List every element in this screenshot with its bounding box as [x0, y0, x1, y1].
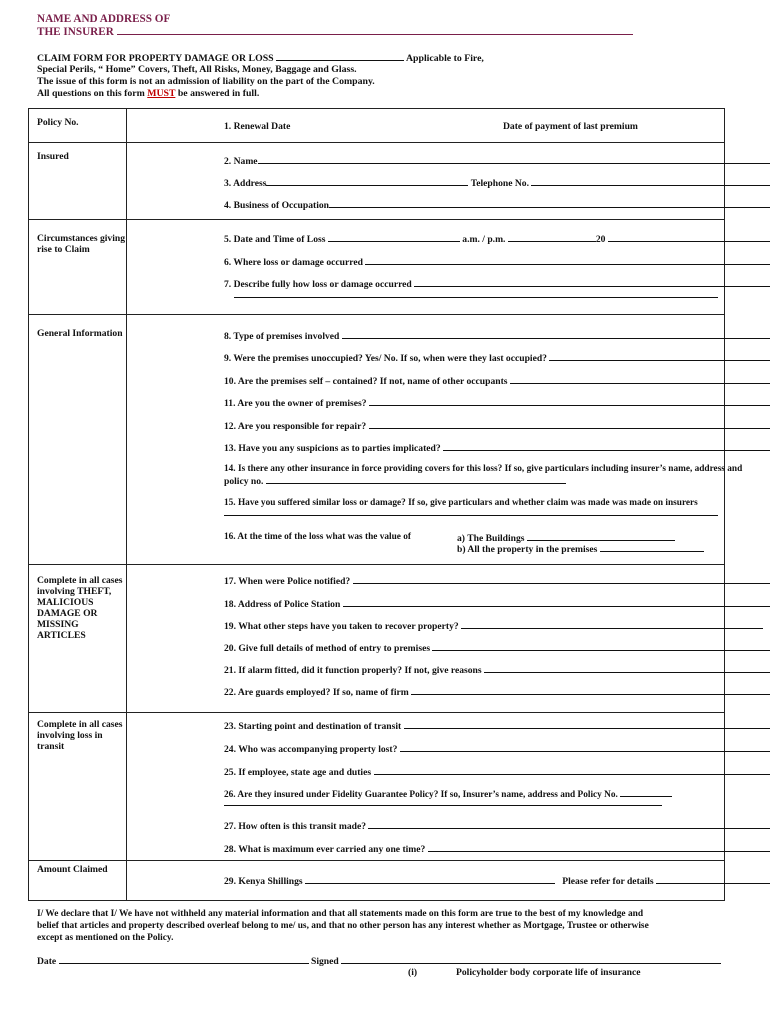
signature-note: Policyholder body corporate life of insurance: [456, 967, 641, 978]
insurer-title-line2: [37, 26, 633, 38]
insurer-name-field[interactable]: [117, 26, 633, 35]
q3-address: [224, 177, 770, 189]
q7-description: [224, 278, 770, 290]
q13-suspicions: [224, 442, 770, 454]
q26-label: 26. Are they insured under Fidelity Guarantee Policy? If so, Insurer’s name, address and Policy No.: [224, 790, 618, 800]
intro-line4-end: be answered in full.: [177, 88, 260, 99]
q10-self-contained: [224, 375, 770, 387]
q28-maximum-carried: [224, 843, 770, 855]
q5-label: 5. Date and Time of Loss: [224, 234, 326, 245]
buildings-value-field[interactable]: [527, 532, 675, 541]
loss-description-field[interactable]: [414, 278, 770, 287]
theft-row-body: [127, 565, 725, 713]
date-field[interactable]: [59, 955, 309, 964]
amount-claimed-label: Amount Claimed: [29, 861, 127, 901]
q20-method-entry: [224, 642, 770, 654]
refer-details-label: Please refer for details: [562, 876, 654, 887]
renewal-date-label: 1. Renewal Date: [224, 121, 291, 132]
q10-label: 10. Are the premises self – contained? If not, name of other occupants: [224, 376, 508, 387]
q23-transit-route: [224, 720, 770, 732]
transit-row-body: [127, 713, 725, 861]
employee-duties-field[interactable]: [374, 766, 770, 775]
q20-label: 20. Give full details of method of entry to premises: [224, 643, 431, 654]
date-label: Date: [37, 956, 57, 967]
accompanying-field[interactable]: [400, 743, 770, 752]
q26-fidelity: [224, 788, 672, 800]
transit-section-label: Complete in all cases involving loss in transit: [29, 713, 127, 861]
transit-frequency-field[interactable]: [368, 820, 770, 829]
q22-label: 22. Are guards employed? If so, name of firm: [224, 687, 409, 698]
amount-field[interactable]: [305, 875, 555, 884]
circumstances-row-body: [127, 220, 725, 315]
policy-row: [29, 109, 725, 143]
details-field[interactable]: [656, 875, 770, 884]
q21-label: 21. If alarm fitted, did it function properly? If not, give reasons: [224, 665, 482, 676]
q25-label: 25. If employee, state age and duties: [224, 767, 372, 778]
q7-label: 7. Describe fully how loss or damage occurred: [224, 279, 412, 290]
signature-field[interactable]: [341, 955, 721, 964]
q2-label: 2. Name: [224, 156, 258, 167]
q2-name: [224, 155, 770, 167]
loss-year-field[interactable]: [608, 233, 770, 242]
insured-row-body: [127, 143, 725, 220]
last-premium-date-label: Date of payment of last premium: [503, 121, 638, 132]
suspicions-field[interactable]: [443, 442, 770, 451]
signature-marker: (i): [408, 967, 418, 978]
intro-line2: Special Perils, “ Home” Covers, Theft, All Risks, Money, Baggage and Glass.: [37, 64, 357, 75]
declaration-line3: except as mentioned on the Policy.: [37, 933, 174, 943]
policy-no-label: Policy No.: [29, 109, 127, 143]
telephone-field[interactable]: [531, 177, 770, 186]
year-prefix: 20: [595, 234, 606, 245]
q3-label: 3. Address: [224, 178, 267, 189]
q9-label: 9. Were the premises unoccupied? Yes/ No. If so, when were they last occupied?: [224, 353, 547, 364]
must-emphasis: MUST: [147, 88, 176, 99]
q6-location: [224, 256, 770, 268]
general-row-body: [127, 315, 743, 565]
signed-label: Signed: [311, 956, 339, 967]
similar-loss-field[interactable]: [224, 515, 718, 516]
premises-type-field[interactable]: [342, 330, 770, 339]
amount-row-body: [127, 861, 725, 901]
q18-label: 18. Address of Police Station: [224, 599, 341, 610]
q19-recovery-steps: [224, 620, 763, 632]
signature-line: [37, 955, 721, 967]
general-info-label: General Information: [29, 315, 127, 565]
q13-label: 13. Have you any suspicions as to parties implicated?: [224, 443, 441, 454]
police-notified-field[interactable]: [353, 575, 770, 584]
loss-time-field[interactable]: [508, 233, 596, 242]
q8-label: 8. Type of premises involved: [224, 331, 340, 342]
q16b-label: b) All the property in the premises: [457, 544, 598, 555]
insurer-title-text: THE INSURER: [37, 26, 114, 38]
transit-row: [29, 713, 725, 861]
q5-date-time: [224, 233, 770, 245]
q14b-label: policy no.: [224, 476, 264, 487]
q27-transit-frequency: [224, 820, 770, 832]
insurer-title-line1: NAME AND ADDRESS OF: [37, 13, 171, 25]
q25-employee: [224, 766, 770, 778]
theft-section-label: Complete in all cases involving THEFT, MALICIOUS DAMAGE OR MISSING ARTICLES: [29, 565, 127, 713]
repair-field[interactable]: [369, 420, 770, 429]
alarm-field[interactable]: [484, 664, 770, 673]
property-value-field[interactable]: [600, 543, 704, 552]
q18-police-station: [224, 598, 770, 610]
am-pm-label: a.m. / p.m.: [462, 234, 506, 245]
claim-form-table: [28, 108, 743, 901]
insured-row: [29, 143, 725, 220]
intro-line4: [37, 88, 259, 99]
address-field[interactable]: [266, 177, 468, 186]
q12-repair: [224, 420, 770, 432]
q19-label: 19. What other steps have you taken to recover property?: [224, 621, 459, 632]
q17-label: 17. When were Police notified?: [224, 576, 351, 587]
telephone-label: Telephone No.: [470, 178, 530, 189]
q6-label: 6. Where loss or damage occurred: [224, 257, 363, 268]
q24-accompanying: [224, 743, 770, 755]
guards-firm-field[interactable]: [411, 686, 770, 695]
q8-premises-type: [224, 330, 770, 342]
fidelity-details-line[interactable]: [224, 805, 662, 806]
q11-label: 11. Are you the owner of premises?: [224, 398, 367, 409]
transit-route-field[interactable]: [404, 720, 770, 729]
q23-label: 23. Starting point and destination of transit: [224, 721, 402, 732]
q28-label: 28. What is maximum ever carried any one time?: [224, 844, 426, 855]
declaration-line1: I/ We declare that I/ We have not withheld any material information and that all statements made on this form are true to the best of my knowledge and: [37, 909, 644, 919]
q17-police-notified: [224, 575, 770, 587]
police-station-field[interactable]: [343, 598, 770, 607]
last-occupied-field[interactable]: [549, 352, 770, 361]
q16b-property: [457, 543, 704, 555]
declaration-line2: belief that articles and property described overleaf belong to me/ us, and that no other person has any interest whether as Mortgage, Trustee or otherwise: [37, 921, 649, 931]
method-entry-field[interactable]: [432, 642, 770, 651]
fidelity-policy-field[interactable]: [620, 788, 672, 797]
q22-guards: [224, 686, 770, 698]
theft-row: [29, 565, 725, 713]
business-field[interactable]: [329, 199, 770, 208]
claim-form-title: CLAIM FORM FOR PROPERTY DAMAGE OR LOSS: [37, 53, 274, 64]
q11-owner: [224, 397, 770, 409]
q4-business: [224, 199, 770, 211]
q27-label: 27. How often is this transit made?: [224, 821, 367, 832]
recovery-steps-field[interactable]: [461, 620, 763, 629]
applicable-text: Applicable to Fire,: [405, 53, 484, 64]
q16-value: 16. At the time of the loss what was the value of: [224, 532, 411, 542]
intro-line4-start: All questions on this form: [37, 88, 145, 99]
q21-alarm: [224, 664, 770, 676]
loss-description-line2[interactable]: [234, 297, 718, 298]
q12-label: 12. Are you responsible for repair?: [224, 421, 367, 432]
q14-policy-no: [224, 475, 566, 487]
q16a-label: a) The Buildings: [457, 533, 525, 544]
other-insurance-field[interactable]: [266, 475, 566, 484]
loss-location-field[interactable]: [365, 256, 770, 265]
intro-line1: [37, 52, 484, 64]
other-occupants-field[interactable]: [510, 375, 770, 384]
q9-unoccupied: [224, 352, 770, 364]
q15-similar-loss: 15. Have you suffered similar loss or damage? If so, give particulars and whether claim was made was made on insurers: [224, 498, 698, 508]
insured-label: Insured: [29, 143, 127, 220]
name-field[interactable]: [258, 155, 770, 164]
loss-date-field[interactable]: [328, 233, 460, 242]
q4-label: 4. Business of Occupation: [224, 200, 330, 211]
intro-line3: The issue of this form is not an admission of liability on the part of the Company.: [37, 76, 375, 87]
circumstances-label: Circumstances giving rise to Claim: [29, 220, 127, 315]
q29-amount: [224, 875, 770, 887]
general-row: [29, 315, 725, 565]
maximum-carried-field[interactable]: [428, 843, 770, 852]
policy-row-body: [127, 109, 725, 143]
claim-type-field[interactable]: [276, 52, 404, 61]
q14-other-insurance: 14. Is there any other insurance in force providing covers for this loss? If so, give particulars including insurer’s name, address and: [224, 464, 743, 474]
q24-label: 24. Who was accompanying property lost?: [224, 744, 398, 755]
circumstances-row: [29, 220, 725, 315]
owner-field[interactable]: [369, 397, 770, 406]
amount-row: [29, 861, 725, 901]
q29-label: 29. Kenya Shillings: [224, 876, 303, 887]
